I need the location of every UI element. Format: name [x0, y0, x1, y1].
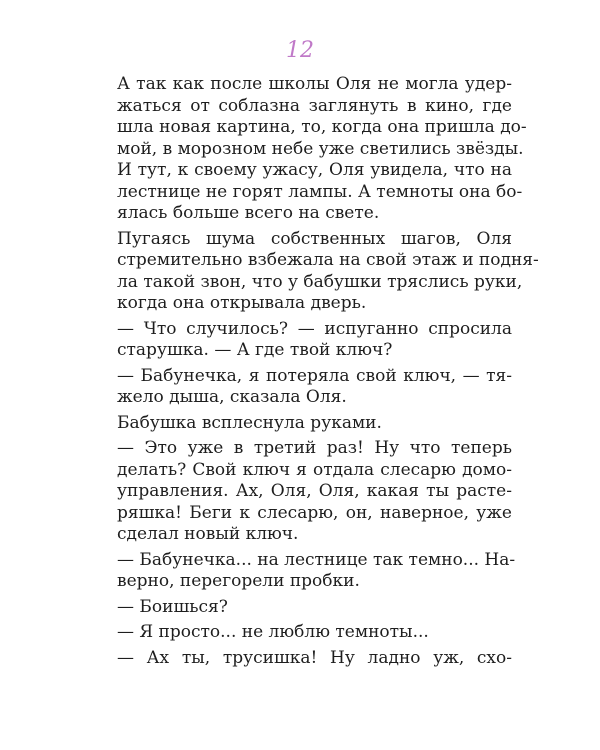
text-line: стремительно взбежала на свой этаж и подня-: [117, 250, 539, 270]
text-line: мой, в морозном небе уже светились звёзды.: [117, 138, 524, 159]
text-line: — Ах ты, трусишка! Ну ладно уж, схо-: [117, 647, 512, 668]
text-line: лестнице не горят лампы. А темноты она бо-: [117, 181, 523, 202]
page-number: 12: [286, 38, 314, 63]
text-line: сделал новый ключ.: [117, 524, 299, 544]
text-line: верно, перегорели пробки.: [117, 571, 360, 591]
text-line: — Это уже в третий раз! Ну что теперь: [117, 438, 512, 458]
text-line: — Боишься?: [117, 596, 228, 617]
text-line: — Что случилось? — испуганно спросила: [117, 318, 512, 339]
text-line: делать? Свой ключ я отдала слесарю домо-: [117, 459, 512, 480]
text-line: И тут, к своему ужасу, Оля увидела, что на: [117, 160, 512, 180]
text-line: управления. Ах, Оля, Оля, какая ты расте-: [117, 481, 512, 501]
body-text: [117, 74, 539, 669]
text-line: — Бабунечка, я потеряла свой ключ, — тя-: [117, 365, 512, 386]
text-line: А так как после школы Оля не могла удер-: [117, 74, 512, 94]
text-line: старушка. — А где твой ключ?: [117, 340, 393, 360]
text-line: — Я просто... не люблю темноты...: [117, 622, 429, 642]
text-line: ла такой звон, что у бабушки тряслись руки,: [117, 271, 523, 292]
text-line: ялась больше всего на свете.: [117, 203, 380, 223]
text-line: жаться от соблазна заглянуть в кино, где: [117, 95, 512, 116]
text-line: жело дыша, сказала Оля.: [117, 387, 347, 407]
text-line: — Бабунечка... на лестнице так темно... На-: [117, 549, 516, 570]
text-line: Пугаясь шума собственных шагов, Оля: [117, 228, 512, 249]
text-line: когда она открывала дверь.: [117, 293, 367, 313]
text-line: шла новая картина, то, когда она пришла до-: [117, 117, 527, 137]
text-line: Бабушка всплеснула руками.: [117, 412, 382, 433]
text-line: ряшка! Беги к слесарю, он, наверное, уже: [117, 502, 512, 523]
